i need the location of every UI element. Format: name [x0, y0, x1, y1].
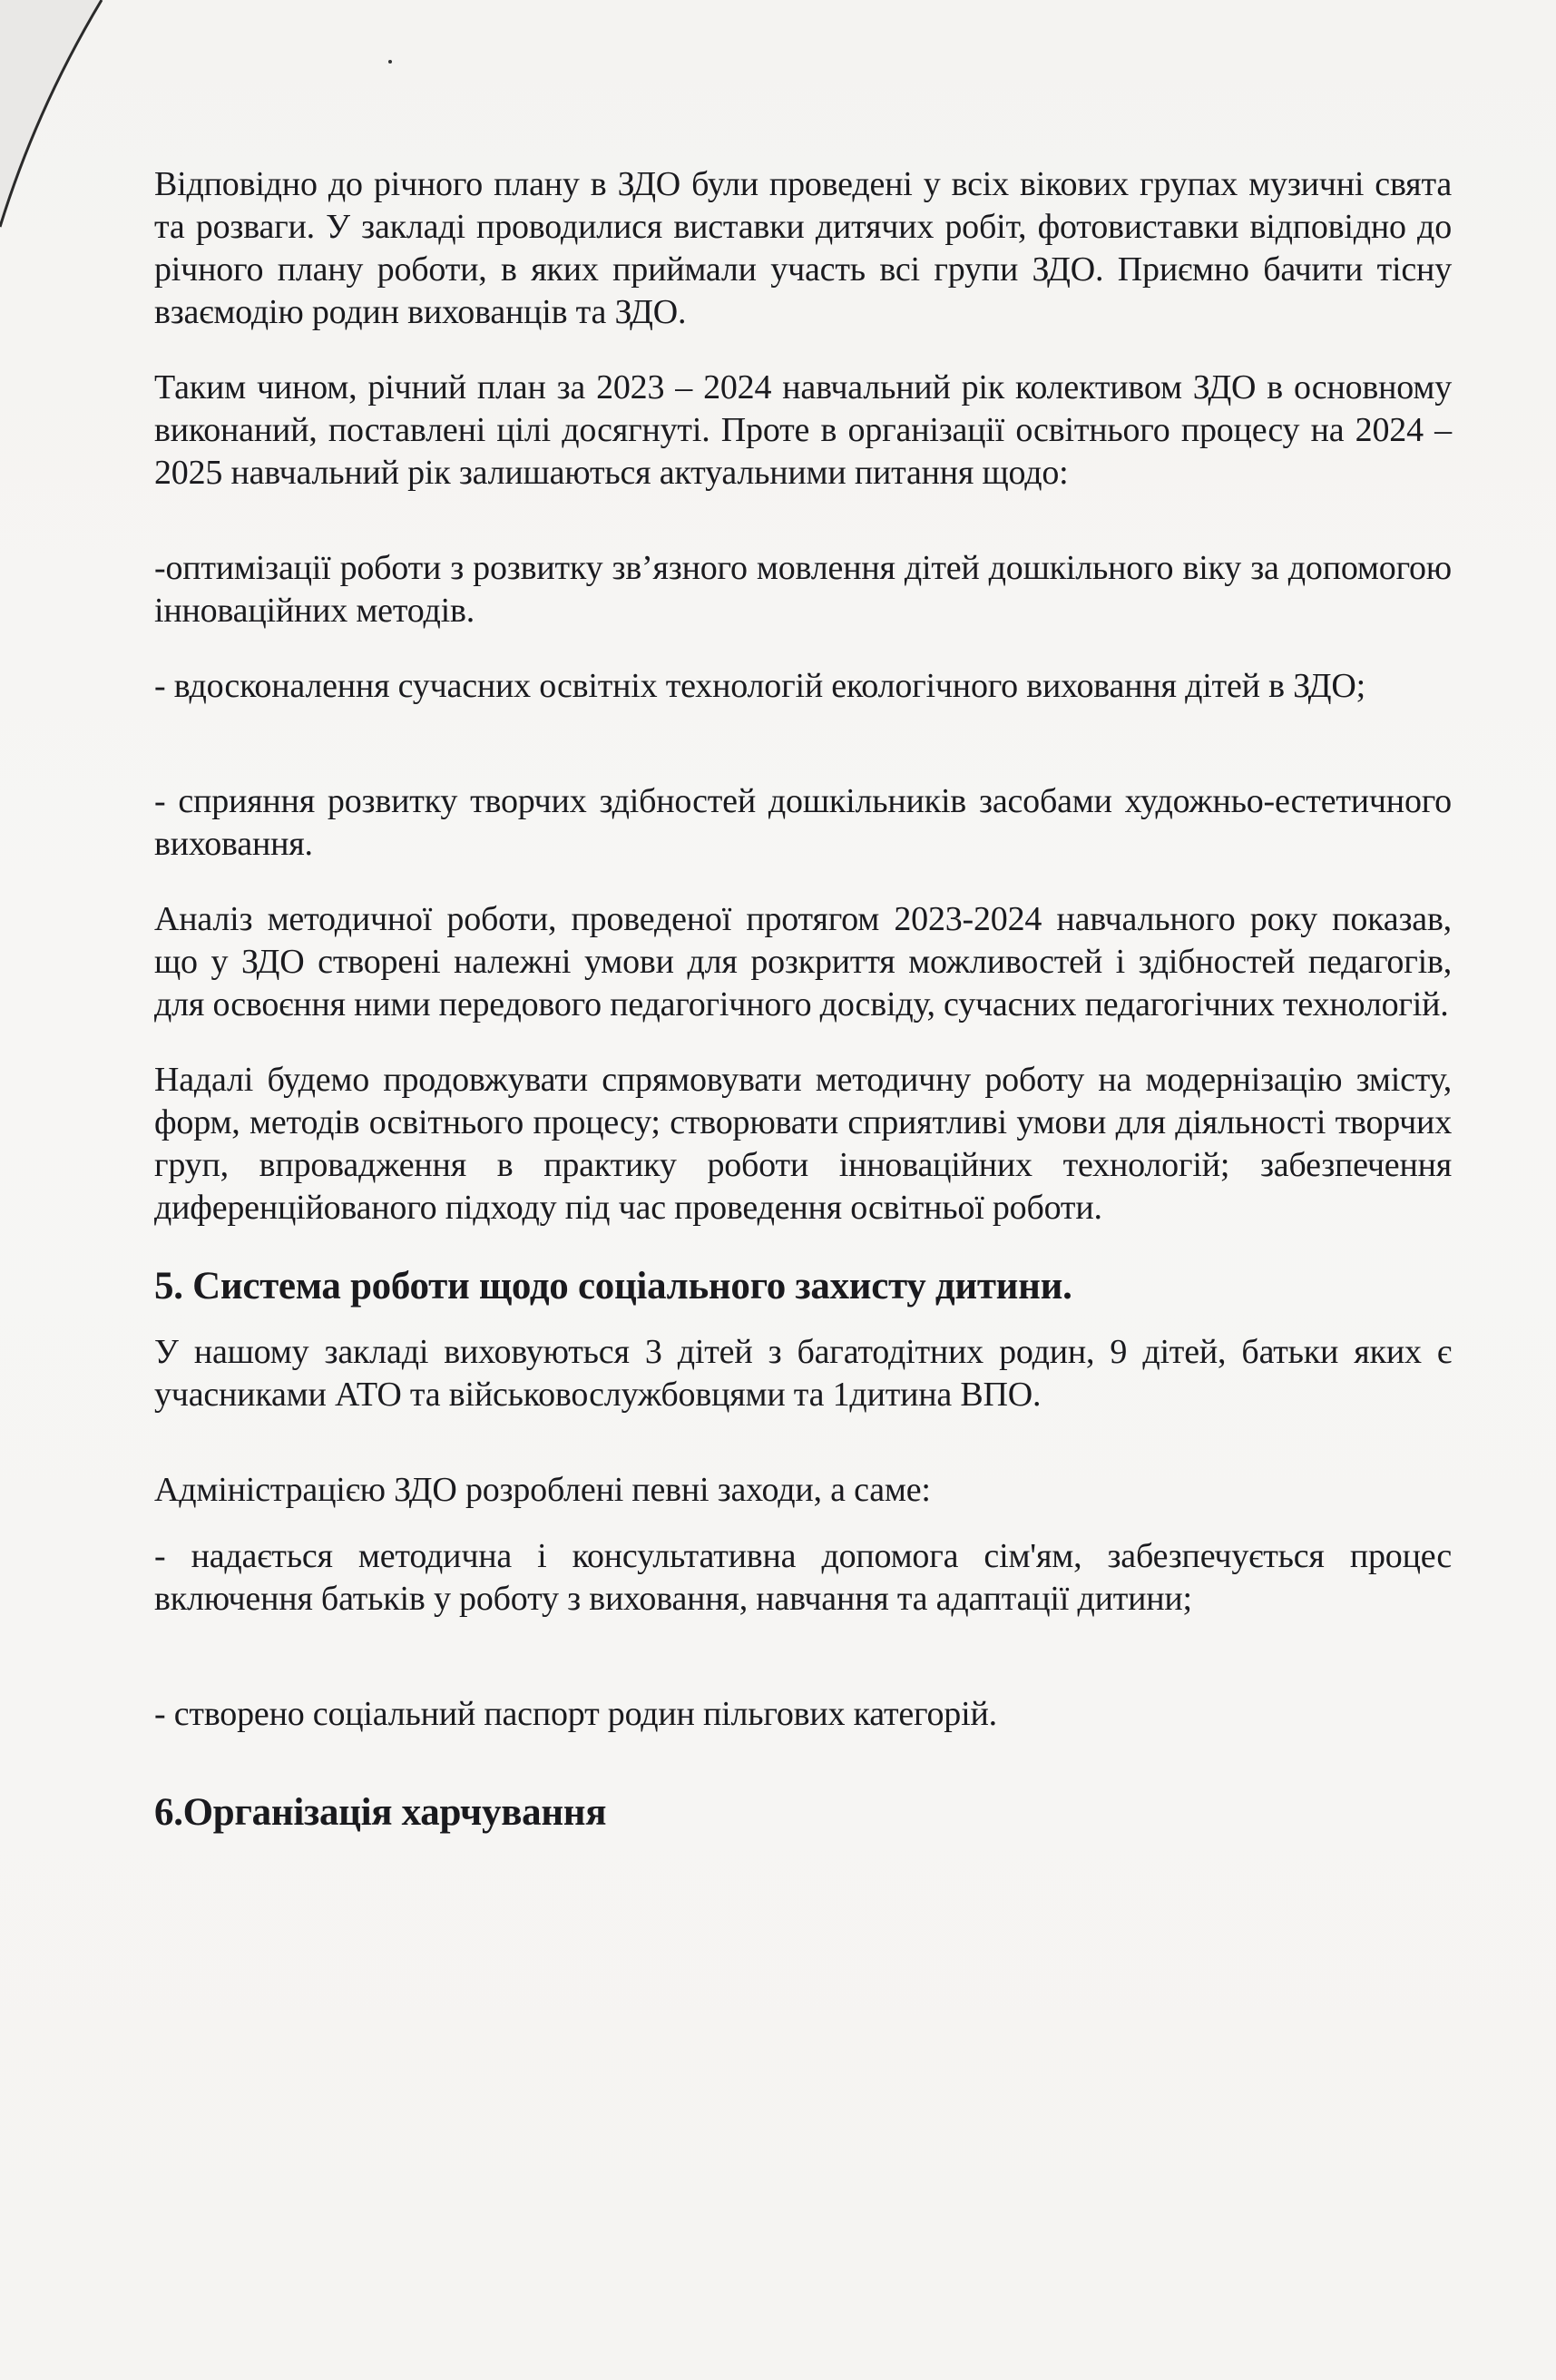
- list-item-social-passport: - створено соціальний паспорт родин пільгових категорій.: [154, 1695, 997, 1733]
- paragraph-future-plans: Надалі будемо продовжувати спрямовувати методичну роботу на модернізацію змісту, форм, методів освітнього процесу; створювати сприятливі умови для діяльності творчих груп, впровадження в практику роботи інноваційних технологій; забезпечення диференційованого підходу під час проведення освітньої роботи.: [154, 1061, 1452, 1227]
- paragraph-events: Відповідно до річного плану в ЗДО були проведені у всіх вікових групах музичні свята та розваги. У закладі проводилися виставки дитячих робіт, фотовиставки відповідно до річного плану роботи, в яких приймали участь всі групи ЗДО. Приємно бачити тісну взаємодію родин вихованців та ЗДО.: [154, 165, 1452, 331]
- list-item-speech-development: -оптимізації роботи з розвитку зв’язного мовлення дітей дошкільного віку за допомогою інноваційних методів.: [154, 549, 1452, 630]
- paragraph-methodical-analysis: Аналіз методичної роботи, проведеної протягом 2023-2024 навчального року показав, що у ЗДО створені належні умови для розкриття можливостей і здібностей педагогів, для освоєння ними передового педагогічного досвіду, сучасних педагогічних технологій.: [154, 900, 1452, 1023]
- list-item-ecology-technologies: - вдосконалення сучасних освітніх технологій екологічного виховання дітей в ЗДО;: [154, 667, 1365, 705]
- section-heading-social-protection: 5. Система роботи щодо соціального захисту дитини.: [154, 1265, 1072, 1308]
- list-item-creative-abilities: - сприяння розвитку творчих здібностей дошкільників засобами художньо-естетичного виховання.: [154, 782, 1452, 863]
- list-item-family-support: - надається методична і консультативна допомога сім'ям, забезпечується процес включення батьків у роботу з виховання, навчання та адаптації дитини;: [154, 1537, 1452, 1618]
- paragraph-children-categories: У нашому закладі виховуються 3 дітей з багатодітних родин, 9 дітей, батьки яких є учасниками АТО та військовослужбовцями та 1дитина ВПО.: [154, 1333, 1452, 1414]
- speck-mark: [388, 60, 392, 64]
- section-heading-nutrition: 6.Організація харчування: [154, 1791, 607, 1834]
- paragraph-conclusion: Таким чином, річний план за 2023 – 2024 навчальний рік колективом ЗДО в основному виконаний, поставлені цілі досягнуті. Проте в організації освітнього процесу на 2024 – 2025 навчальний рік залишаються актуальними питання щодо:: [154, 368, 1452, 492]
- paragraph-administration-measures: Адміністрацією ЗДО розроблені певні заходи, а саме:: [154, 1471, 931, 1509]
- document-body: [154, 163, 1452, 1837]
- page-edge-fold: [0, 0, 109, 236]
